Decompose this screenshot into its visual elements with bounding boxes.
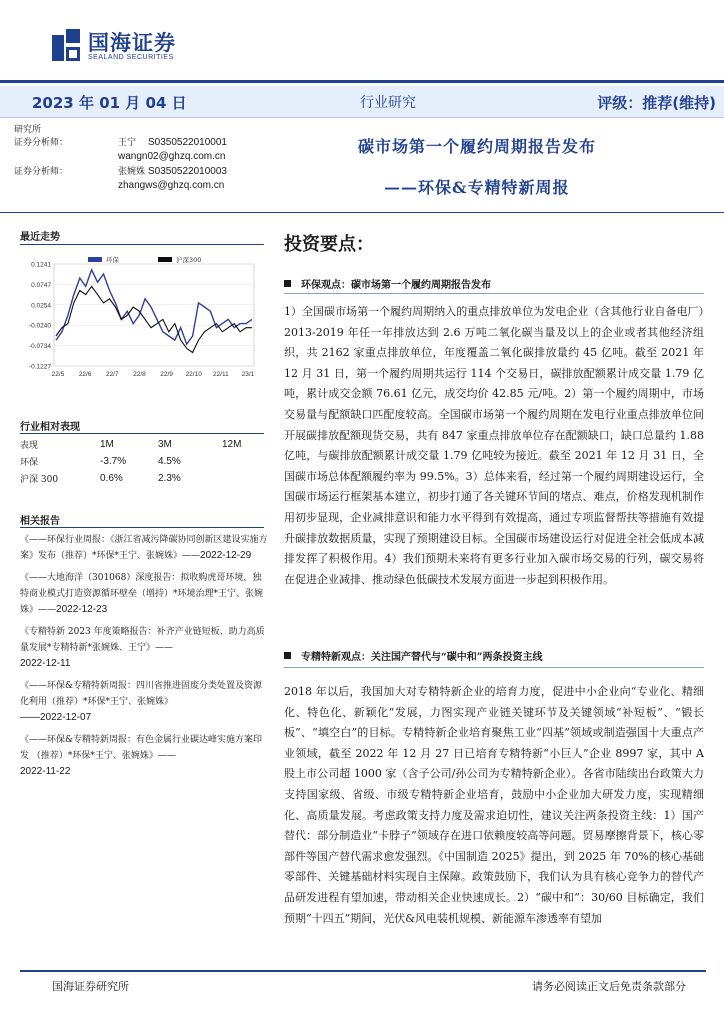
related-report-date: 2022-11-22: [20, 766, 71, 777]
perf-header-cell: 表现: [20, 441, 39, 451]
related-report-text: 《——大地海洋（301068）深度报告：拟收购虎哥环境，独特商业模式打造资源循环壁垒（增持）*环境治理*王宁、张婉姝》——: [20, 573, 264, 615]
footer-disclaimer: 请务必阅读正文后免责条款部分: [532, 980, 686, 993]
perf-cell: 2.3%: [158, 473, 181, 484]
bullet-square-icon: [284, 280, 291, 287]
chart-legend-label: 环保: [106, 256, 119, 264]
chart-legend-swatch: [158, 257, 172, 262]
section-1-title-text: 环保观点：碳市场第一个履约周期报告发布: [301, 280, 491, 291]
perf-table: [20, 436, 264, 487]
report-rating: 评级：推荐(维持): [597, 94, 716, 112]
main-heading: 投资要点：: [284, 234, 374, 255]
related-report-text: 《专精特新 2023 年度策略报告：补齐产业链短板、助力高质量发展*专精特新*张婉姝、王宁》——: [20, 627, 265, 653]
trend-title: 最近走势: [20, 232, 60, 243]
related-report-item[interactable]: [20, 678, 268, 726]
chart-x-tick-label: 22/5: [51, 371, 65, 378]
perf-row: [20, 453, 264, 470]
title-divider: [0, 212, 724, 213]
chart-x-tick-label: 22/6: [78, 371, 92, 378]
perf-cell: 0.6%: [100, 473, 123, 484]
related-report-list: [20, 532, 268, 780]
perf-row: [20, 470, 264, 487]
chart-series-line: [56, 286, 252, 352]
related-report-item[interactable]: [20, 624, 268, 672]
chart-legend-swatch: [88, 257, 102, 262]
section-1-body: 1）全国碳市场第一个履约周期纳入的重点排放单位为发电企业（含其他行业自备电厂）2013-2019 年任一年排放达到 2.6 万吨二氧化碳当量及以上的企业或者其他经济组织，共 2162 家重点排放单位，年度覆盖二氧化碳排放量约 45 亿吨。截至 2021 年 12 月 31 日，第一个履约周期共运行 114 个交易日，碳排放配额累计成交量 1.79 亿吨，累计成交金额 76.61 亿元，成交均价 42.85 元/吨。2）第一个履约周期中，市场交易量与配额缺口匹配度较高。全国碳市场第一个履约周期在发电行业重点排放单位间开展碳排放配额现货交易，共有 847 家重点排放单位存在配额缺口，缺口总量约 1.88 亿吨，与碳排放配额累计成交量 1.79 亿吨较为接近。截至 2021 年 12 月 31 日，全国碳市场总体配额履约率为 99.5%。3）总体来看，经过第一个履约周期建设运行，全国碳市场运行框架基本建立，初步打通了各关键环节间的堵点、难点，价格发现机制作用初步显现，企业减排意识和能力水平得到有效提高，通过专项监督帮扶等措施有效提升碳排放数据质量，实现了预期建设目标。全国碳市场建设运行对促进全社会低成本减排发挥了积极作用。4）我们预期未来将有更多行业加入碳市场交易的行列，碳交易将在促进企业减排、推动绿色低碳技术发展方面进一步起到积极作用。: [284, 305, 704, 586]
report-subtitle: ——环保&专精特新周报: [384, 178, 570, 197]
perf-cell: 环保: [20, 458, 39, 468]
related-report-date: ——2022-12-07: [20, 712, 92, 723]
institute-label: 研究所: [14, 125, 42, 135]
trend-chart-svg: [18, 252, 262, 382]
chart-legend-label: 沪深300: [176, 256, 202, 264]
chart-series-line: [56, 270, 252, 344]
perf-title: 行业相对表现: [20, 422, 80, 433]
related-report-date: 2022-12-23: [56, 604, 108, 615]
footer-rule: [20, 970, 706, 972]
trend-chart: [18, 252, 262, 382]
perf-cell: 4.5%: [158, 456, 181, 467]
chart-y-tick-label: -0.0240: [28, 322, 51, 330]
perf-rule: [20, 433, 264, 434]
analyst-2-role: 证券分析师：: [14, 167, 69, 177]
section-2-title: [284, 648, 543, 663]
perf-header-cell: 1M: [100, 439, 114, 450]
chart-y-tick-label: 0.0747: [31, 281, 51, 289]
perf-header-cell: 3M: [158, 439, 172, 450]
related-report-item[interactable]: [20, 732, 268, 780]
logo-mark-icon: [52, 29, 82, 63]
related-report-date: 2022-12-29: [200, 550, 252, 561]
related-title: 相关报告: [20, 516, 60, 527]
bullet-square-icon: [284, 652, 291, 659]
analyst-1-cert: S0350522010001: [148, 137, 227, 148]
chart-x-tick-label: 22/8: [133, 371, 146, 378]
chart-y-tick-label: -0.1227: [28, 363, 51, 371]
logo-cn-text: 国海证券: [88, 30, 176, 55]
report-type: 行业研究: [360, 95, 416, 111]
related-rule: [20, 527, 264, 528]
perf-header-cell: 12M: [222, 439, 242, 450]
chart-y-tick-label: 0.0254: [31, 302, 51, 310]
related-report-date: 2022-12-11: [20, 658, 71, 669]
analyst-1-name: 王宁: [118, 138, 137, 148]
chart-x-tick-label: 22/9: [160, 371, 173, 378]
perf-cell: [222, 470, 264, 487]
analyst-2-email[interactable]: zhangws@ghzq.com.cn: [118, 180, 225, 191]
related-report-item[interactable]: [20, 532, 268, 564]
related-report-text: 《——环保&专精特新周报：四川省推进固废分类处置及资源化利用（推荐）*环保*王宁、张婉姝》: [20, 681, 263, 707]
chart-y-tick-label: -0.0734: [28, 343, 51, 351]
chart-x-tick-label: 22/10: [185, 371, 202, 378]
report-date: 2023 年 01 月 04 日: [32, 94, 187, 112]
analyst-1-email[interactable]: wangn02@ghzq.com.cn: [118, 151, 226, 162]
report-title: 碳市场第一个履约周期报告发布: [358, 137, 597, 156]
perf-header-row: [20, 436, 264, 453]
header-rule: [0, 80, 724, 83]
perf-cell: [222, 453, 264, 470]
chart-y-tick-label: 0.1241: [31, 261, 51, 269]
perf-cell: 沪深 300: [20, 475, 59, 485]
analyst-2-cert: S0350522010003: [148, 166, 227, 177]
chart-x-tick-label: 23/1: [241, 371, 255, 378]
section-1-title: [284, 276, 491, 291]
logo-en-text: SEALAND SECURITIES: [88, 53, 174, 61]
chart-plot-frame: [54, 264, 254, 366]
chart-x-tick-label: 22/11: [212, 371, 229, 378]
company-logo: [52, 26, 176, 66]
analyst-2-name: 张婉姝: [118, 167, 146, 177]
analyst-1-role: 证券分析师：: [14, 138, 69, 148]
related-report-text: 《——环保&专精特新周报：有色金属行业碳达峰实施方案印发 （推荐）*环保*王宁、张婉姝》——: [20, 735, 263, 761]
section-2-body: 2018 年以后，我国加大对专精特新企业的培育力度，促进中小企业向“专业化、精细化、特色化、新颖化”发展，力图实现产业链关键环节及关键领域“补短板”、“锻长板”、“填空白”的目标。专精特新企业培育聚焦工业“四基”领域或制造强国十大重点产业领域，截至 2022 年 12 月 27 日已培育专精特新“小巨人”企业 8997 家，其中 A 股上市公司超 1000 家（含子公司/孙公司为专精特新企业）。各省市陆续出台政策大力支持国家级、省级、市级专精特新企业培育，鼓励中小企业加大研发力度，实现精细化、高质量发展。考虑政策支持力度及需求迫切性，建议关注两条投资主线：1）国产替代：部分制造业“卡脖子”领域存在进口依赖度较高等问题。贸易摩擦背景下，核心零部件等国产替代需求愈发强烈。《中国制造 2025》提出，到 2025 年 70%的核心基础零部件、关键基础材料实现自主保障。政策鼓励下，我们认为具有核心竞争力的替代产品研发进程有望加速，带动相关企业快速成长。2）“碳中和”：30/60 目标确定，我们预期“十四五”期间，光伏&风电装机规模、新能源车渗透率有望加: [284, 685, 704, 925]
section-1-rule: [284, 293, 704, 294]
perf-cell: -3.7%: [100, 456, 127, 467]
related-report-item[interactable]: [20, 570, 268, 618]
section-2-rule: [284, 667, 704, 668]
footer-left: 国海证券研究所: [52, 980, 129, 993]
chart-x-tick-label: 22/7: [105, 371, 119, 378]
related-report-text: 《——环保行业周报：《浙江省减污降碳协同创新区建设实施方案》发布（推荐）*环保*王宁、张婉姝》——: [20, 535, 268, 561]
section-2-title-text: 专精特新观点：关注国产替代与“碳中和”两条投资主线: [301, 652, 543, 663]
trend-rule: [20, 244, 264, 245]
